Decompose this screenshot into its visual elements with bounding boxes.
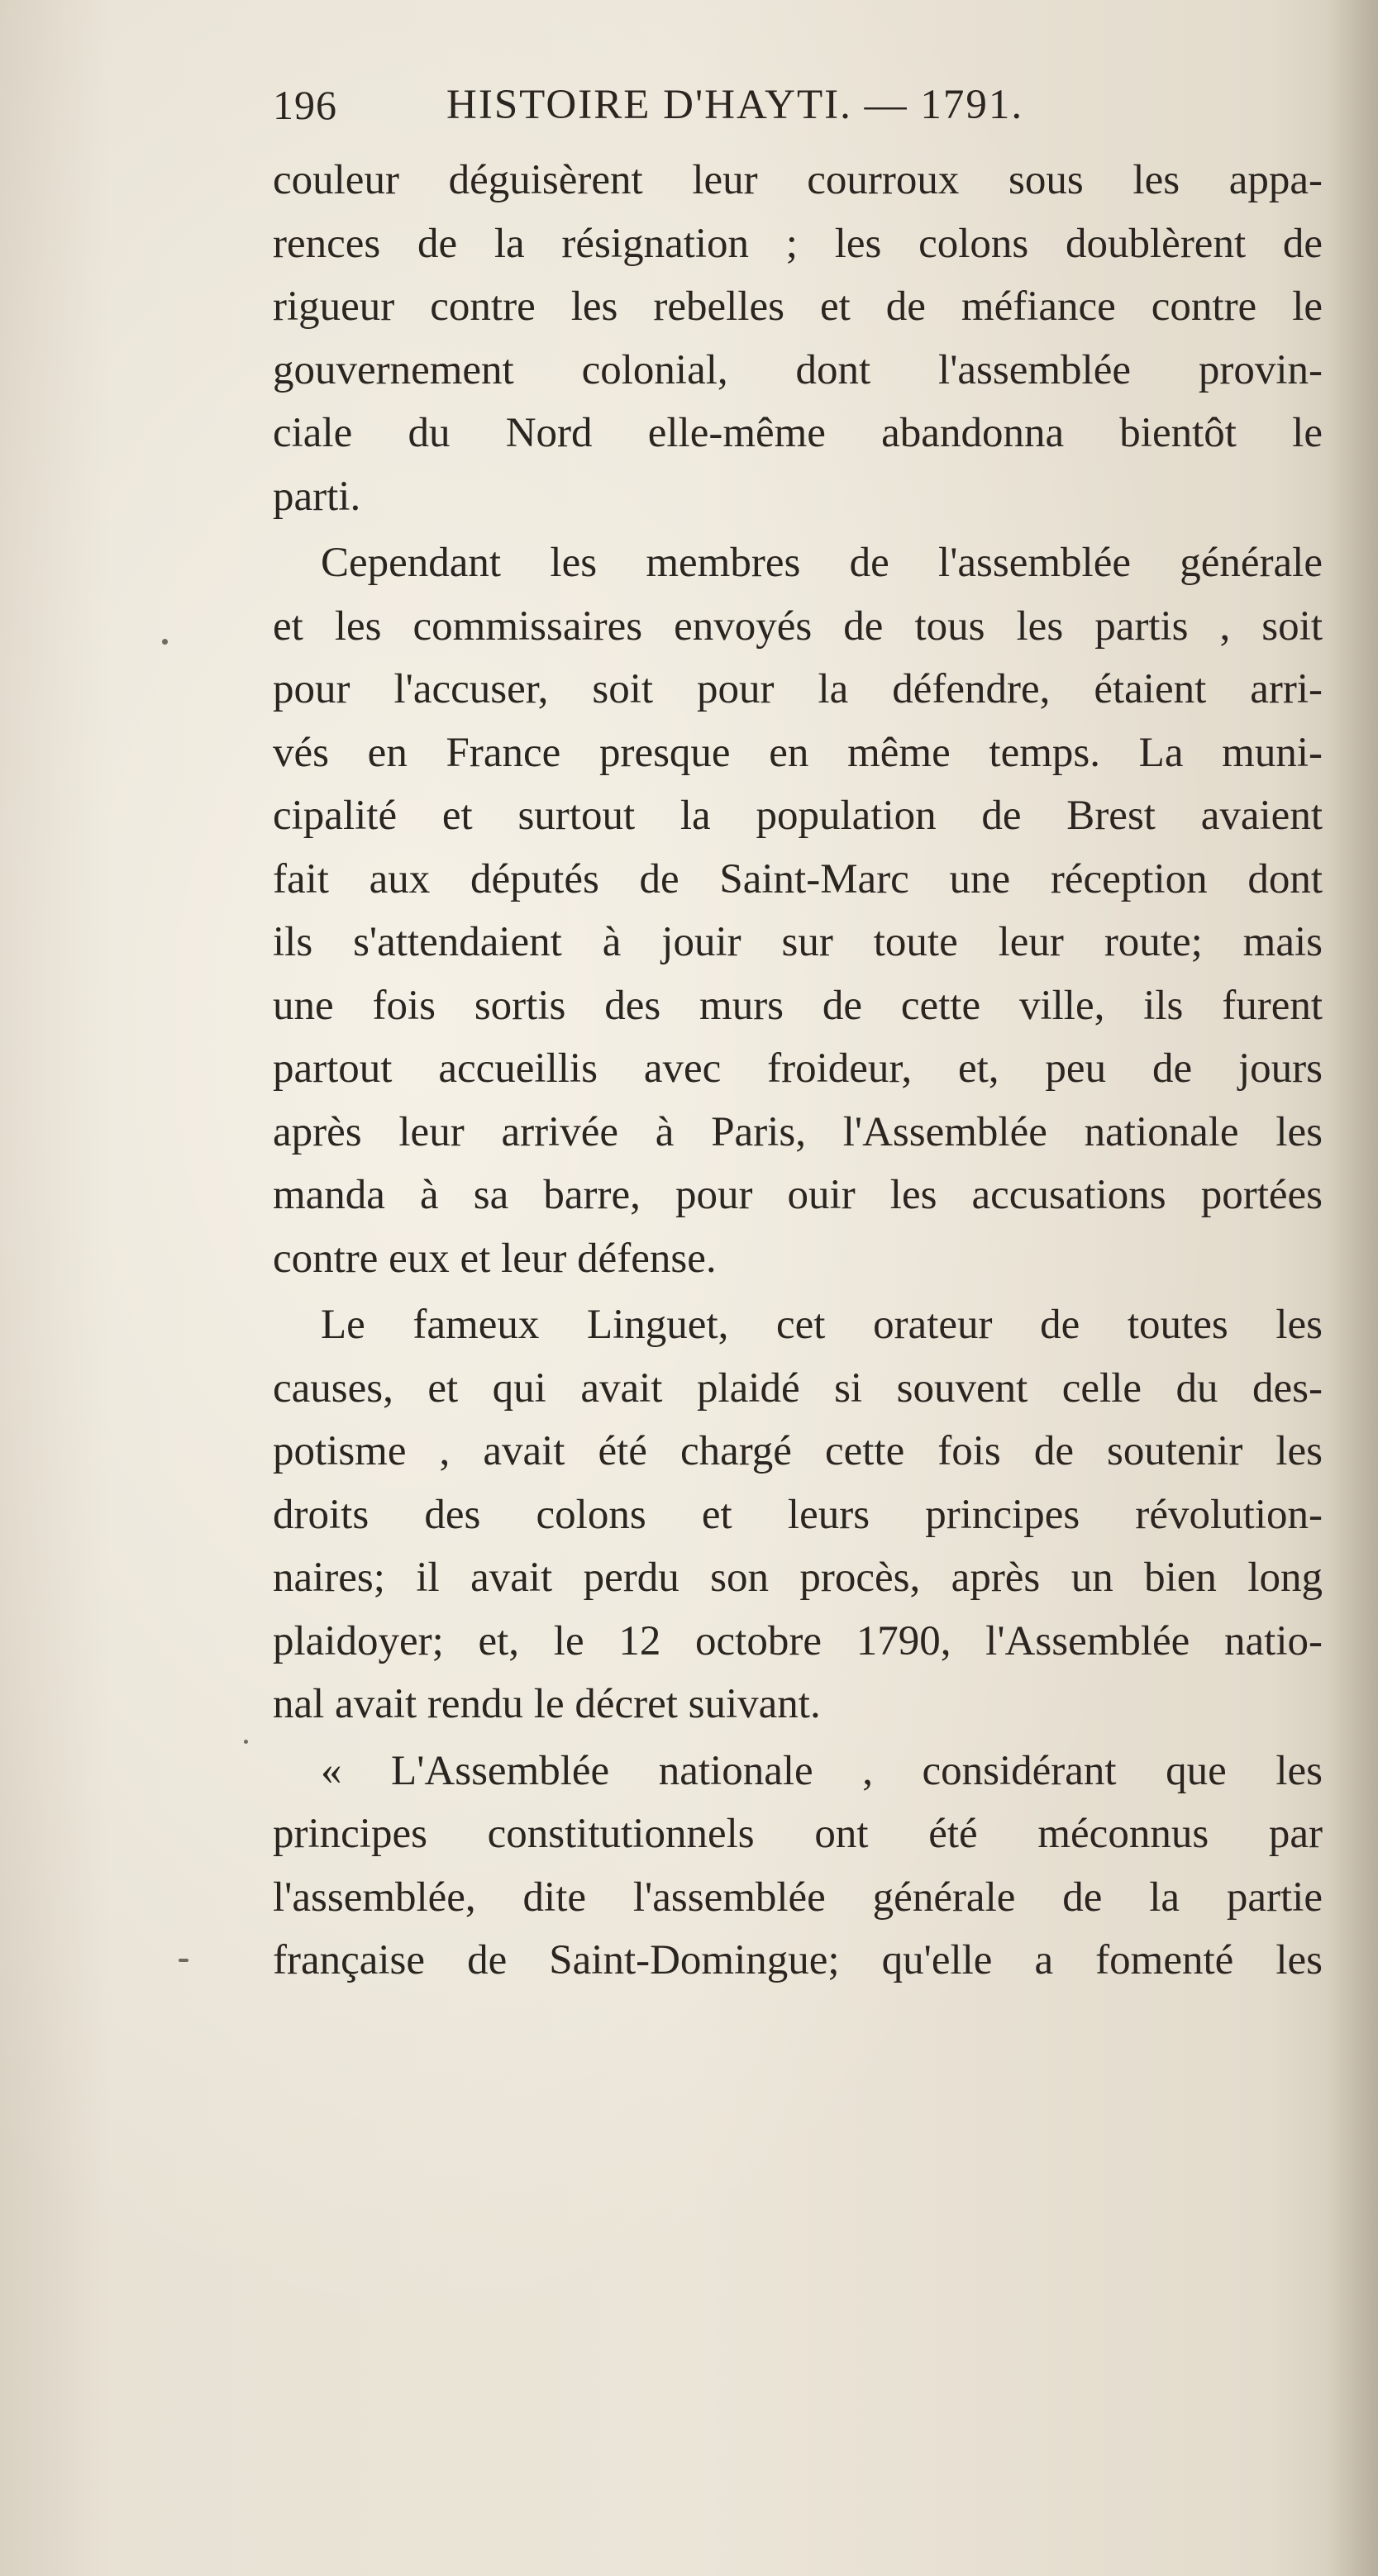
paragraph [273,149,1323,528]
text-line: couleur déguisèrent leur courroux sous les appa- [273,157,1323,203]
text-line: Le fameux Linguet, cet orateur de toutes les [321,1302,1323,1348]
text-line: partout accueillis avec froideur, et, peu de jours [273,1045,1323,1092]
paper-speck [179,1959,188,1962]
body-text [273,149,1323,1993]
text-line: Cependant les membres de l'assemblée générale [321,540,1323,586]
text-line: cipalité et surtout la population de Brest avaient [273,793,1323,839]
text-line: nal avait rendu le décret suivant. [273,1681,821,1727]
text-line: française de Saint-Domingue; qu'elle a fomenté les [273,1937,1323,1983]
text-line: rences de la résignation ; les colons doublèrent de [273,220,1323,267]
text-line: manda à sa barre, pour ouir les accusations portées [273,1172,1323,1218]
page-number: 196 [273,82,337,128]
text-line: droits des colons et leurs principes révolution- [273,1491,1323,1538]
text-line: gouvernement colonial, dont l'assemblée provin- [273,346,1323,393]
text-line: après leur arrivée à Paris, l'Assemblée nationale les [273,1108,1323,1155]
text-line: causes, et qui avait plaidé si souvent celle du des- [273,1364,1323,1412]
text-line: vés en France presque en même temps. La muni- [273,729,1323,776]
text-line: pour l'accuser, soit pour la défendre, étaient arri- [273,666,1323,712]
quoted-paragraph [273,1740,1323,1993]
text-line: rigueur contre les rebelles et de méfiance contre le [273,283,1323,330]
text-line: l'assemblée, dite l'assemblée générale de la partie [273,1874,1323,1921]
text-line: principes constitutionnels ont été méconnus par [273,1811,1323,1857]
text-line: plaidoyer; et, le 12 octobre 1790, l'Assemblée natio- [273,1617,1323,1664]
paragraph [273,1293,1323,1736]
text-line: potisme , avait été chargé cette fois de soutenir les [273,1428,1323,1474]
text-line: ils s'attendaient à jouir sur toute leur route; mais [273,919,1323,965]
text-line: contre eux et leur défense. [273,1235,717,1282]
paragraph [273,531,1323,1290]
text-line: une fois sortis des murs de cette ville, ils furent [273,982,1323,1029]
paper-speck [162,639,168,645]
text-line: ciale du Nord elle-même abandonna bientôt le [273,410,1323,456]
text-line: naires; il avait perdu son procès, après un bien long [273,1555,1323,1601]
paper-speck [244,1740,248,1744]
running-head [273,81,1323,139]
text-line: et les commissaires envoyés de tous les partis , soit [273,602,1323,650]
text-line: « L'Assemblée nationale , considérant que les [321,1747,1323,1794]
text-line: parti. [273,473,361,520]
page-edge-shadow [1328,0,1378,2576]
running-head-title: HISTOIRE D'HAYTI. — 1791. [446,82,1024,128]
text-line: fait aux députés de Saint-Marc une réception dont [273,855,1323,902]
